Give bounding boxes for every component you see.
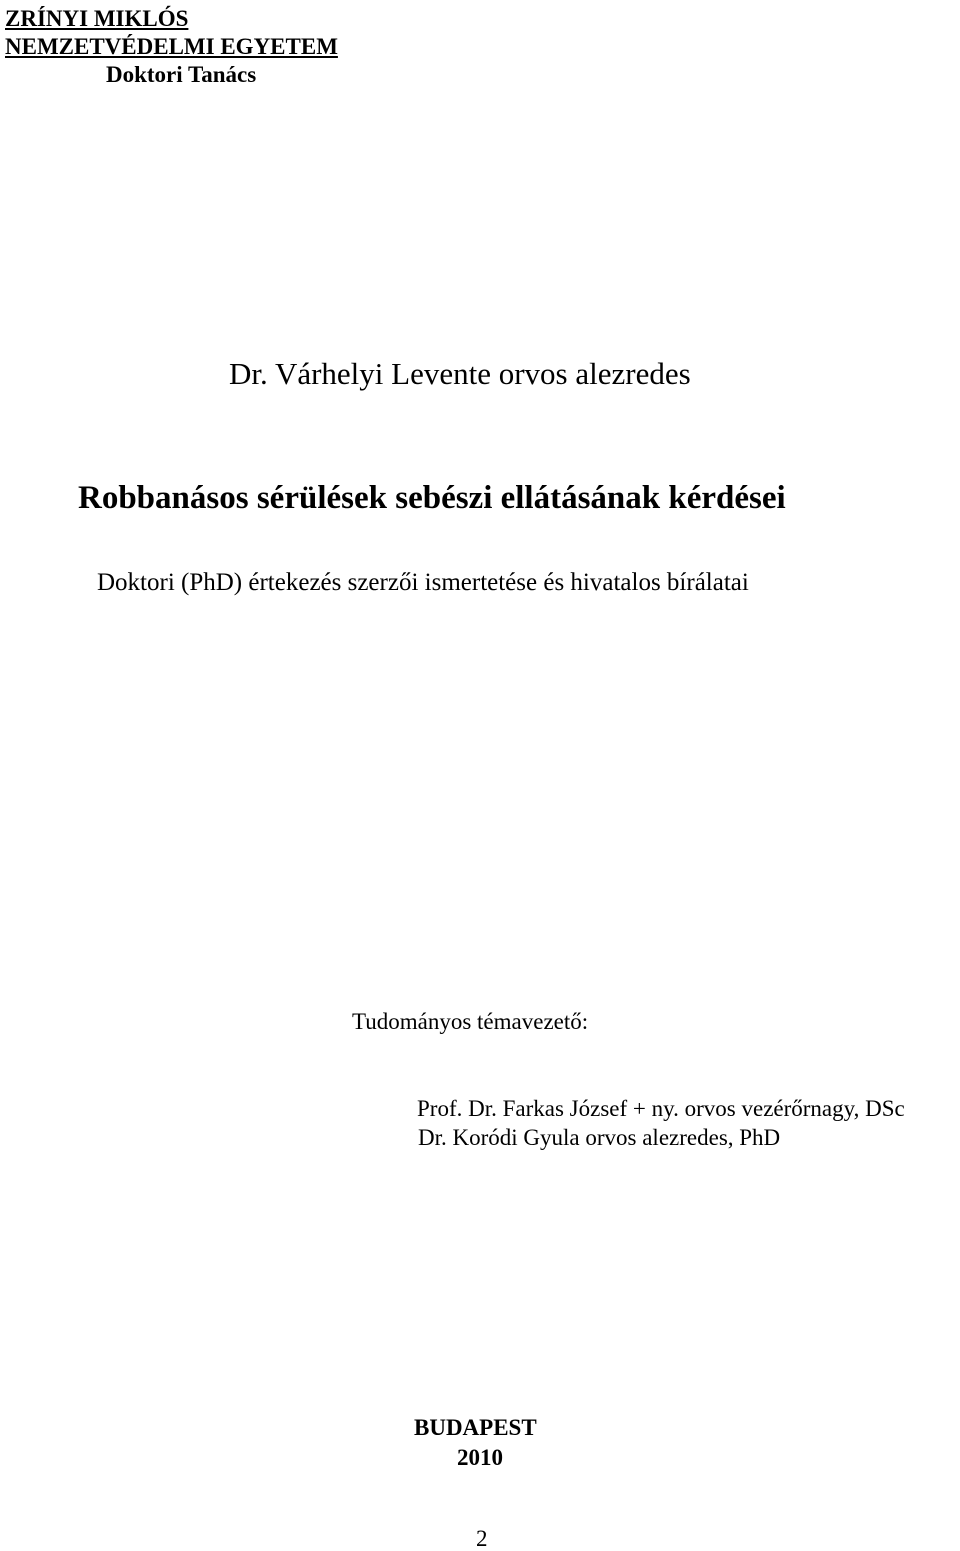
supervisor-name: Prof. Dr. Farkas József + ny. orvos vezérőrnagy, DSc bbox=[417, 1096, 905, 1121]
city: BUDAPEST bbox=[414, 1415, 537, 1440]
year: 2010 bbox=[457, 1445, 503, 1470]
page-number: 2 bbox=[476, 1526, 488, 1551]
supervisor-label: Tudományos témavezető: bbox=[352, 1009, 589, 1034]
institution-council: Doktori Tanács bbox=[106, 62, 257, 87]
institution-name-line1: ZRÍNYI MIKLÓS bbox=[5, 6, 189, 31]
dissertation-subtitle: Doktori (PhD) értekezés szerzői ismertetése és hivatalos bírálatai bbox=[97, 569, 749, 596]
author-name: Dr. Várhelyi Levente orvos alezredes bbox=[229, 356, 691, 391]
institution-name-line2: NEMZETVÉDELMI EGYETEM bbox=[5, 34, 338, 59]
supervisor-name: Dr. Koródi Gyula orvos alezredes, PhD bbox=[418, 1125, 781, 1150]
dissertation-title: Robbanásos sérülések sebészi ellátásának kérdései bbox=[78, 480, 786, 516]
